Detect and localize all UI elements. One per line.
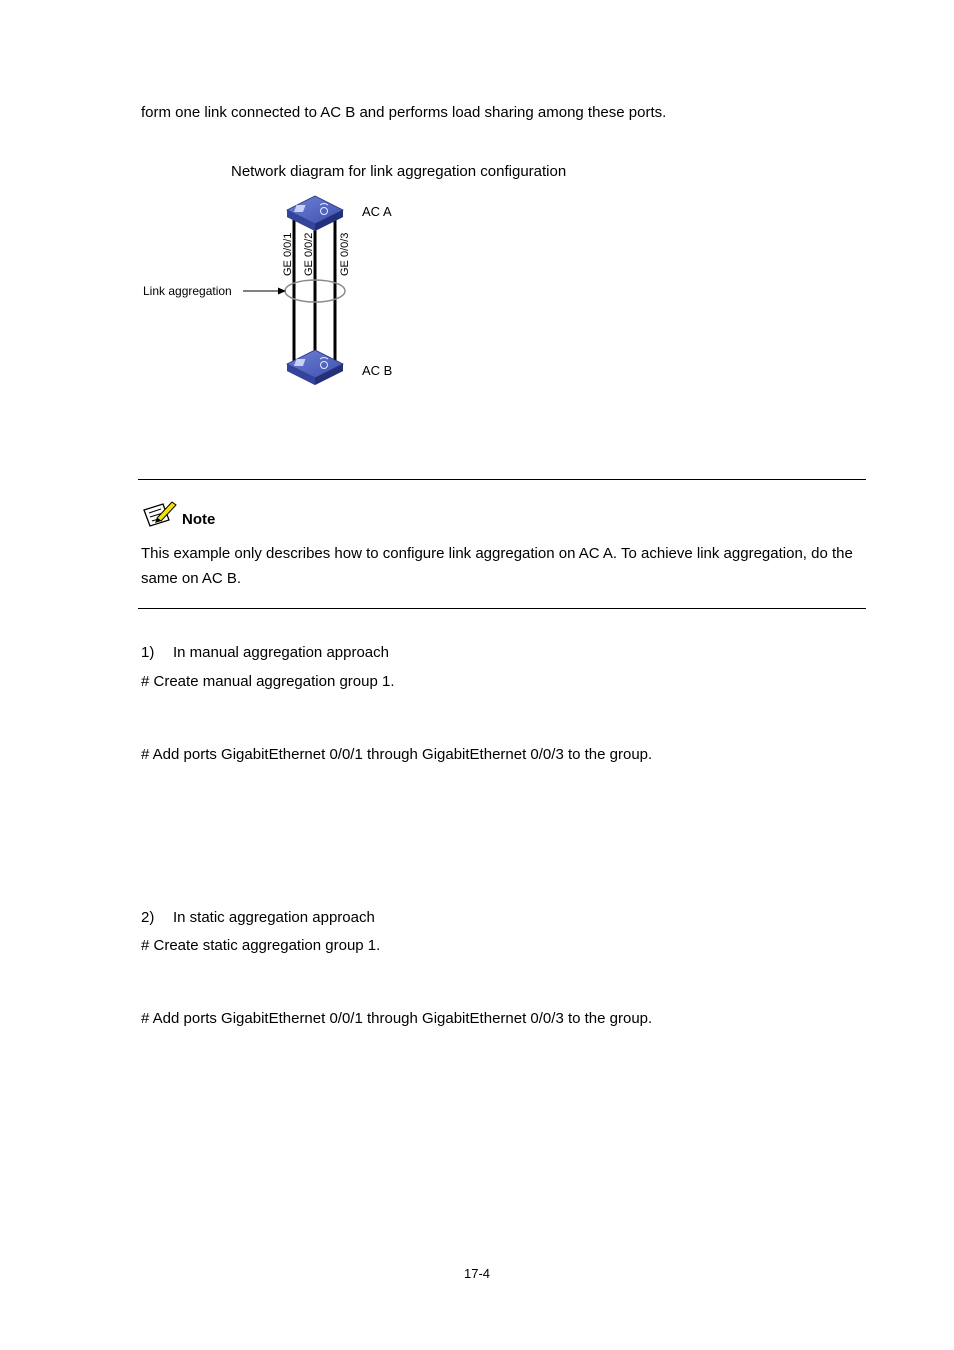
page-number: 17-4 — [463, 1266, 491, 1281]
step-2-line-2: # Add ports GigabitEthernet 0/0/1 through GigabitEthernet 0/0/3 to the group. — [141, 1010, 653, 1027]
network-diagram — [130, 190, 430, 400]
port-label-2: GE 0/0/2 — [303, 232, 315, 276]
aggregation-label: Link aggregation — [143, 284, 232, 298]
note-top-rule — [138, 479, 866, 480]
aggregation-arrowhead — [278, 288, 286, 295]
port-label-3: GE 0/0/3 — [339, 232, 351, 276]
ac-b-label: AC B — [362, 363, 393, 378]
figure-caption: Network diagram for link aggregation configuration — [231, 163, 567, 180]
step-1-number: 1) — [141, 644, 155, 661]
note-pencil-icon — [141, 498, 179, 528]
step-1-title: In manual aggregation approach — [173, 644, 389, 661]
step-2-line-1: # Create static aggregation group 1. — [141, 937, 381, 954]
step-2-number: 2) — [141, 909, 155, 926]
ac-a-label: AC A — [362, 204, 392, 219]
note-text: This example only describes how to configure link aggregation on AC A. To achieve link aggregation, do the same on AC B. — [141, 545, 853, 587]
port-label-1: GE 0/0/1 — [282, 232, 294, 276]
note-title: Note — [182, 511, 216, 528]
step-1-line-2: # Add ports GigabitEthernet 0/0/1 through GigabitEthernet 0/0/3 to the group. — [141, 746, 653, 763]
step-2-title: In static aggregation approach — [173, 909, 375, 926]
step-1-line-1: # Create manual aggregation group 1. — [141, 673, 395, 690]
intro-paragraph: form one link connected to AC B and performs load sharing among these ports. — [141, 104, 667, 121]
note-bottom-rule — [138, 608, 866, 609]
